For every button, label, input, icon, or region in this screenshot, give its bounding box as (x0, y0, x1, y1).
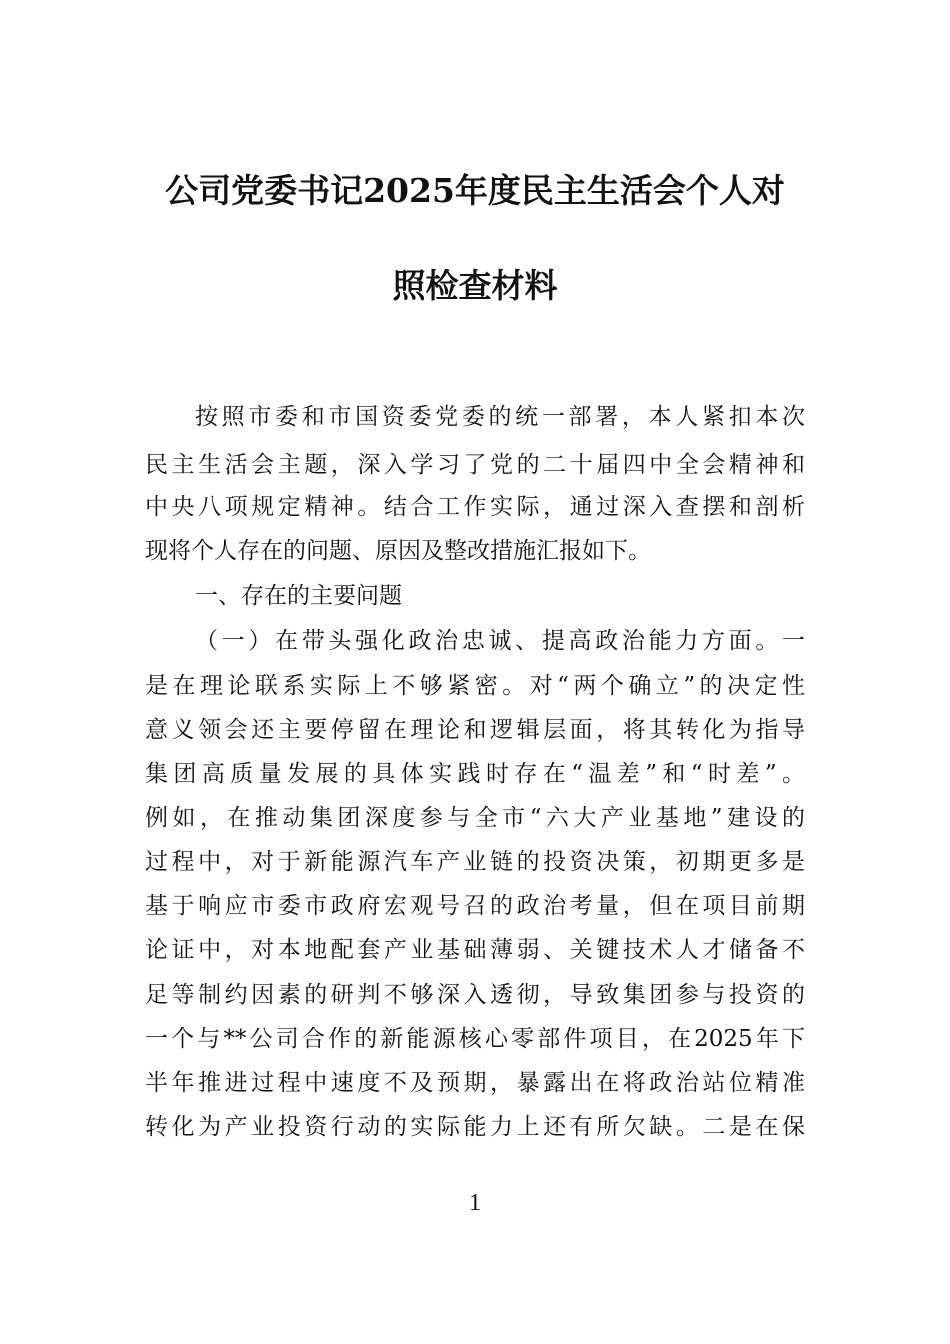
intro-line: 中央八项规定精神。结合工作实际，通过深入查摆和剖析 (145, 494, 805, 520)
body-line: 一个与**公司合作的新能源核心零部件项目，在2025年下 (145, 1026, 805, 1052)
body-line: 基于响应市委市政府宏观号召的政治考量，但在项目前期 (145, 893, 805, 919)
body-line: 过程中，对于新能源汽车产业链的投资决策，初期更多是 (145, 849, 805, 875)
body-line: 是在理论联系实际上不够紧密。对“两个确立”的决定性 (145, 673, 805, 699)
body-line: 足等制约因素的研判不够深入透彻，导致集团参与投资的 (145, 982, 805, 1008)
body-line: 集团高质量发展的具体实践时存在“温差”和“时差”。 (145, 761, 805, 787)
document-title-line-2: 照检查材料 (392, 266, 558, 305)
body-line: 例如，在推动集团深度参与全市“六大产业基地”建设的 (145, 805, 805, 831)
page-number: 1 (469, 1190, 481, 1216)
body-line: 转化为产业投资行动的实际能力上还有所欠缺。二是在保 (145, 1114, 805, 1140)
intro-line: 现将个人存在的问题、原因及整改措施汇报如下。 (145, 538, 651, 564)
body-line: 论证中，对本地配套产业基础薄弱、关键技术人才储备不 (145, 937, 805, 963)
body-line: 意义领会还主要停留在理论和逻辑层面，将其转化为指导 (145, 717, 805, 743)
body-line: （一）在带头强化政治忠诚、提高政治能力方面。一 (195, 628, 805, 654)
section-heading: 一、存在的主要问题 (195, 583, 402, 609)
document-title-line-1: 公司党委书记2025年度民主生活会个人对 (165, 171, 785, 210)
body-line: 半年推进过程中速度不及预期，暴露出在将政治站位精准 (145, 1070, 805, 1096)
intro-line: 按照市委和市国资委党委的统一部署，本人紧扣本次 (195, 404, 805, 430)
intro-line: 民主生活会主题，深入学习了党的二十届四中全会精神和 (145, 452, 805, 478)
